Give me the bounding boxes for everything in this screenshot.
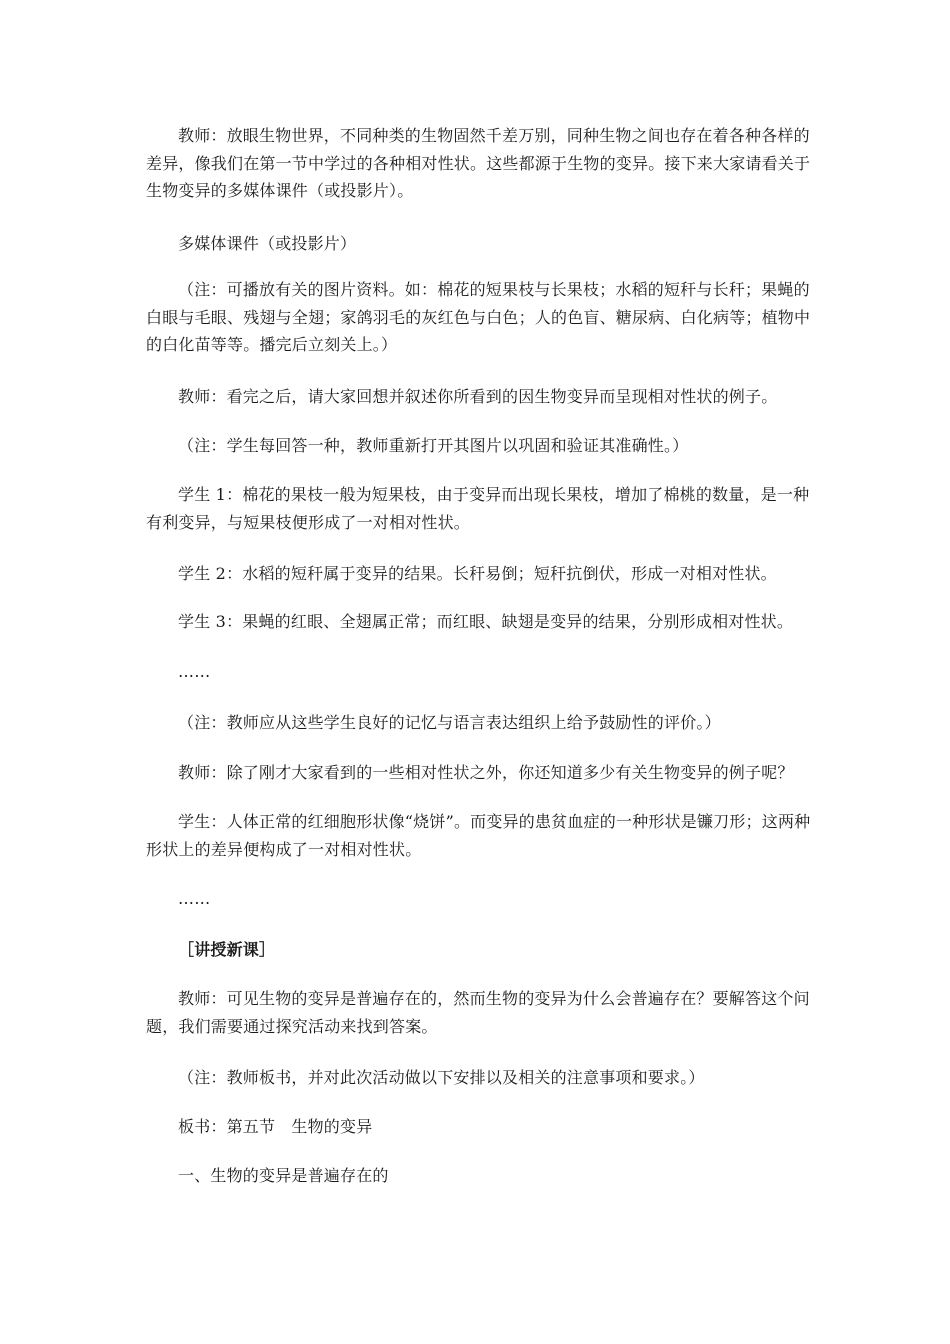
paragraph-note-blackboard: （注：教师板书，并对此次活动做以下安排以及相关的注意事项和要求。） [178,1068,705,1087]
section-heading-new-lesson: ［讲授新课］ [178,940,276,959]
paragraph-ellipsis-2: …… [178,889,211,908]
paragraph-teacher-intro: 教师：放眼生物世界，不同种类的生物固然千差万别，同种生物之间也存在着各种各样的差异，像我们在第一节中学过的各种相对性状。这些都源于生物的变异。接下来大家请看关于生物变异的多媒体课件（或投影片）。 [146,126,811,200]
paragraph-teacher-conclusion: 教师：可见生物的变异是普遍存在的，然而生物的变异为什么会普遍存在？要解答这个问题，我们需要通过探究活动来找到答案。 [146,989,810,1036]
paragraph-teacher-recall: 教师：看完之后，请大家回想并叙述你所看到的因生物变异而呈现相对性状的例子。 [178,387,778,406]
paragraph-blackboard-title: 板书：第五节 生物的变异 [178,1117,373,1136]
paragraph-student-2: 学生 2：水稻的短秆属于变异的结果。长秆易倒；短秆抗倒伏，形成一对相对性状。 [178,564,777,583]
paragraph-student-answer: 学生：人体正常的红细胞形状像“烧饼”。而变异的患贫血症的一种形状是镰刀形；这两种形状上的差异便构成了一对相对性状。 [146,812,811,859]
paragraph-student-1: 学生 1：棉花的果枝一般为短果枝，由于变异而出现长果枝，增加了棉桃的数量，是一种有利变异，与短果枝便形成了一对相对性状。 [146,485,810,532]
paragraph-note-images: （注：可播放有关的图片资料。如：棉花的短果枝与长果枝；水稻的短秆与长秆；果蝇的白眼与毛眼、残翅与全翅；家鸽羽毛的灰红色与白色；人的色盲、糖尿病、白化病等；植物中的白化苗等等。播完后立刻关上。） [146,280,811,354]
paragraph-student-3: 学生 3：果蝇的红眼、全翅属正常；而红眼、缺翅是变异的结果，分别形成相对性状。 [178,612,794,631]
paragraph-blackboard-point-1: 一、生物的变异是普遍存在的 [178,1166,389,1185]
paragraph-teacher-question: 教师：除了刚才大家看到的一些相对性状之外，你还知道多少有关生物变异的例子呢？ [178,763,794,782]
paragraph-multimedia: 多媒体课件（或投影片） [178,234,357,253]
paragraph-note-answer: （注：学生每回答一种，教师重新打开其图片以巩固和验证其准确性。） [178,436,689,455]
paragraph-ellipsis-1: …… [178,662,211,681]
paragraph-note-praise: （注：教师应从这些学生良好的记忆与语言表达组织上给予鼓励性的评价。） [178,713,721,732]
